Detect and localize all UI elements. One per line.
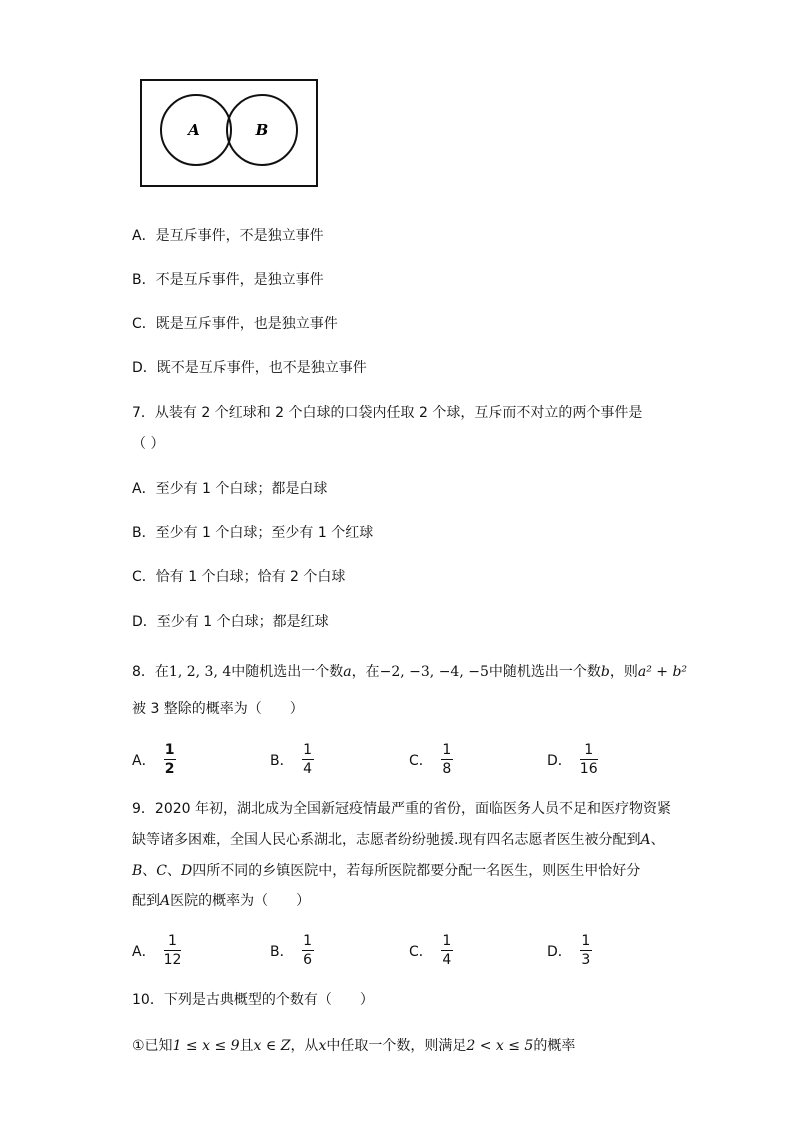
q8-expression: a² + b² (637, 664, 688, 680)
venn-universe-rect (141, 80, 317, 186)
option-fraction (302, 741, 314, 778)
q10-text: ，从 (290, 1038, 319, 1054)
q10-inequality: 1 ≤ x ≤ 9 (172, 1038, 240, 1054)
q9-option-c (409, 932, 453, 969)
q9-text: 四所不同的乡镇医院中，若每所医院都要分配一名医生，则医生甲恰好分 (192, 863, 641, 879)
option-fraction (580, 932, 592, 969)
q8-text: 8．在 (132, 664, 169, 680)
fraction-denominator: 6 (303, 952, 313, 968)
option-fraction (441, 741, 453, 778)
q9-text: 医院的概率为（ ） (170, 893, 311, 909)
q10-condition: 2 < x ≤ 5 (466, 1038, 534, 1054)
q8-set-1: 1, 2, 3, 4 (168, 664, 232, 680)
q8-var-a: a (343, 664, 352, 680)
option-fraction (164, 741, 176, 778)
option-fraction (580, 741, 598, 778)
q8-stem-line2: 被 3 整除的概率为（ ） (132, 701, 304, 717)
fraction-denominator: 4 (442, 952, 452, 968)
fraction-numerator: 1 (303, 933, 313, 949)
q10-item-1 (132, 1036, 575, 1056)
fraction-numerator: 1 (581, 933, 591, 949)
q8-text: ，则 (609, 664, 638, 680)
fraction-denominator: 3 (581, 952, 591, 968)
q9-stem-line1: 9．2020 年初，湖北成为全国新冠疫情最严重的省份，面临医务人员不足和医疗物资紧 (132, 801, 671, 817)
q10-var-x: x (318, 1038, 327, 1054)
option-text: 不是互斥事件，是独立事件 (155, 272, 324, 288)
q8-option-c (409, 741, 453, 778)
q8-text: 中随机选出一个数 (488, 664, 601, 680)
venn-label-b: B (255, 121, 269, 139)
option-key: A． (132, 752, 156, 769)
option-key: A． (132, 228, 156, 244)
fraction-numerator: 1 (164, 742, 175, 758)
q8-option-d (547, 741, 598, 778)
q10-text: 且 (239, 1038, 254, 1054)
option-text: 既不是互斥事件，也不是独立事件 (156, 360, 367, 376)
option-key: A． (132, 943, 156, 960)
q8-option-b (270, 741, 314, 778)
option-fraction (441, 932, 453, 969)
option-fraction (164, 932, 182, 969)
q9-hospital-d: D (181, 863, 193, 879)
q9-stem-line4 (132, 891, 310, 911)
q8-var-b: b (600, 664, 610, 680)
q7-answer-paren: （ ） (132, 436, 165, 452)
option-text: 至少有 1 个白球；至少有 1 个红球 (155, 525, 374, 541)
option-key: B． (132, 272, 156, 288)
option-key: D． (547, 943, 572, 960)
fraction-numerator: 1 (584, 742, 594, 758)
q7-option-c (132, 567, 345, 587)
q10-text: 的概率 (533, 1038, 576, 1054)
option-text: 是互斥事件，不是独立事件 (155, 228, 324, 244)
q6-option-b (132, 270, 324, 290)
q10-text: ①已知 (132, 1038, 173, 1054)
fraction-denominator: 2 (164, 761, 175, 777)
q7-option-b (132, 523, 373, 543)
q9-text: 配到 (132, 893, 160, 909)
option-text: 至少有 1 个白球；都是红球 (156, 614, 329, 630)
q10-text: 中任取一个数，则满足 (326, 1038, 467, 1054)
option-text: 至少有 1 个白球；都是白球 (155, 481, 328, 497)
q8-stem (132, 662, 687, 682)
fraction-numerator: 1 (442, 933, 452, 949)
q10-membership: x ∈ Z (253, 1038, 291, 1054)
venn-label-a: A (188, 121, 200, 139)
q6-option-d (132, 358, 367, 378)
q9-hospital-c: C (156, 863, 168, 879)
option-text: 既是互斥事件，也是独立事件 (155, 316, 338, 332)
venn-diagram (140, 79, 318, 187)
q6-option-c (132, 314, 338, 334)
option-key: C． (132, 316, 156, 332)
option-key: C． (132, 569, 156, 585)
q7-option-d (132, 612, 329, 632)
q8-text: 中随机选出一个数 (231, 664, 344, 680)
q9-hospital-a: A (160, 893, 171, 909)
q9-text: 、 (167, 863, 182, 879)
fraction-denominator: 8 (442, 761, 452, 777)
fraction-denominator: 16 (579, 761, 598, 777)
q8-text: ，在 (351, 664, 380, 680)
option-text: 恰有 1 个白球；恰有 2 个白球 (155, 569, 346, 585)
q9-text: 缺等诸多困难，全国人民心系湖北，志愿者纷纷驰援.现有四名志愿者医生被分配到 (132, 832, 641, 848)
q9-option-d (547, 932, 592, 969)
q9-stem-line3 (132, 861, 640, 881)
option-key: B． (270, 943, 294, 960)
q6-option-a (132, 226, 324, 246)
fraction-numerator: 1 (442, 742, 452, 758)
option-key: D． (132, 360, 157, 376)
q7-stem: 7．从装有 2 个红球和 2 个白球的口袋内任取 2 个球，互斥而不对立的两个事件是 (132, 405, 643, 421)
q9-hospital-b: B (132, 863, 143, 879)
q9-option-b (270, 932, 314, 969)
q9-hospital-a: A (640, 832, 651, 848)
q8-option-a (132, 741, 176, 778)
option-key: D． (132, 614, 157, 630)
option-key: D． (547, 752, 572, 769)
q10-stem: 10．下列是古典概型的个数有（ ） (132, 992, 374, 1008)
q9-stem-line2 (132, 830, 665, 850)
fraction-numerator: 1 (303, 742, 313, 758)
q9-text: 、 (650, 832, 665, 848)
q7-option-a (132, 479, 327, 499)
fraction-denominator: 4 (303, 761, 313, 777)
option-key: C． (409, 752, 433, 769)
fraction-numerator: 1 (168, 933, 177, 949)
option-key: B． (132, 525, 156, 541)
option-fraction (302, 932, 314, 969)
option-key: A． (132, 481, 156, 497)
q9-option-a (132, 932, 181, 969)
fraction-denominator: 12 (163, 952, 182, 968)
q8-set-2: −2, −3, −4, −5 (379, 664, 489, 680)
option-key: B． (270, 752, 294, 769)
option-key: C． (409, 943, 433, 960)
q9-text: 、 (142, 863, 157, 879)
